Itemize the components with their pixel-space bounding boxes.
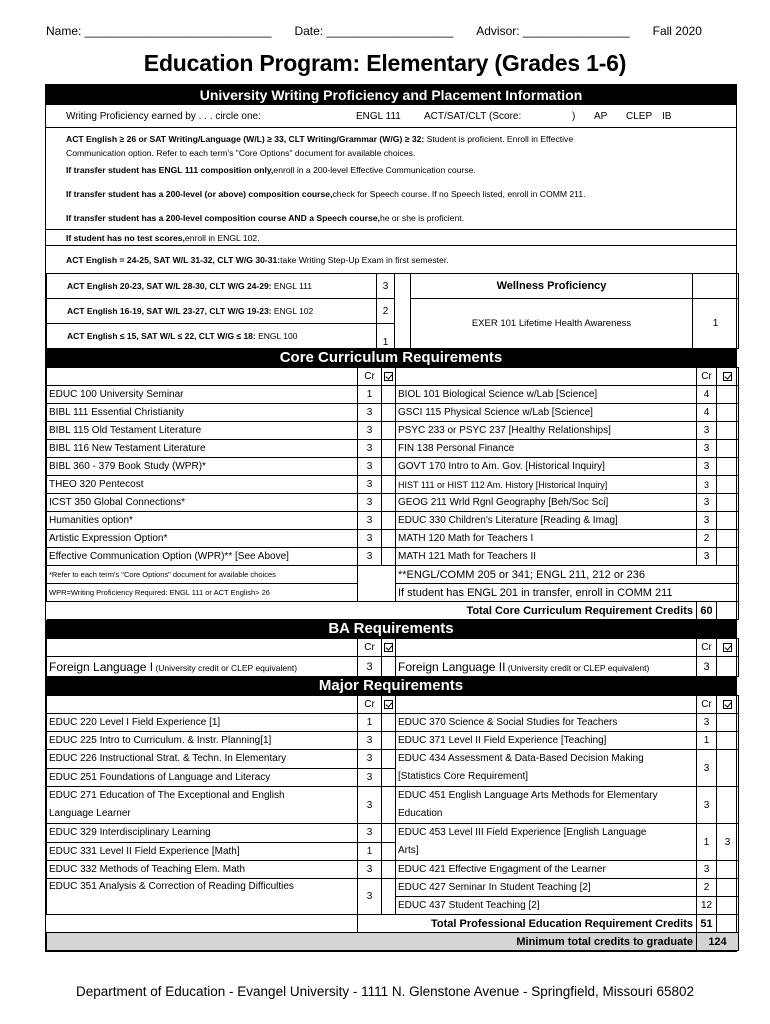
core-cr: 3: [697, 494, 717, 512]
form-header: [46, 24, 710, 38]
core-cr: 3: [358, 494, 382, 512]
check-header-icon: [717, 696, 739, 714]
core-check[interactable]: [382, 548, 396, 566]
major-cr: 3: [358, 750, 382, 769]
ba-section-bar: BA Requirements: [46, 620, 736, 638]
min-total: 124: [697, 933, 739, 951]
core-check[interactable]: [717, 476, 739, 494]
placement-table: [46, 273, 739, 349]
major-cr: 3: [697, 714, 717, 732]
major-table: [46, 695, 739, 951]
core-cr: 4: [697, 386, 717, 404]
core-cr: 3: [358, 476, 382, 494]
core-check[interactable]: [382, 512, 396, 530]
core-course: MATH 121 Math for Teachers II: [396, 548, 697, 566]
core-check[interactable]: [717, 494, 739, 512]
core-check[interactable]: [717, 512, 739, 530]
major-cr: 12: [697, 897, 717, 915]
major-section-bar: Major Requirements: [46, 677, 736, 695]
ba-table: [46, 638, 739, 677]
major-cr: 3: [358, 861, 382, 879]
ba-check[interactable]: [382, 657, 396, 677]
core-cr: 3: [697, 458, 717, 476]
major-cr: 1: [697, 824, 717, 861]
core-course: Effective Communication Option (WPR)** [See Above]: [47, 548, 358, 566]
major-cr: 1: [358, 842, 382, 861]
core-cr: 3: [697, 476, 717, 494]
major-course: EDUC 427 Seminar In Student Teaching [2]: [396, 879, 697, 897]
check-header-icon: [382, 696, 396, 714]
major-cr: 3: [697, 750, 717, 787]
core-check[interactable]: [717, 548, 739, 566]
core-cr: 3: [697, 440, 717, 458]
option-ap[interactable]: AP: [594, 110, 608, 122]
core-table: [46, 367, 739, 620]
advisor-field[interactable]: Advisor: ________________: [476, 24, 630, 38]
core-check[interactable]: [717, 422, 739, 440]
core-note: **ENGL/COMM 205 or 341; ENGL 211, 212 or 236: [396, 566, 739, 584]
major-course: EDUC 332 Methods of Teaching Elem. Math: [47, 861, 358, 879]
major-cr: 1: [697, 732, 717, 750]
writing-rule-engl111: If transfer student has ENGL 111 composition only, enroll in a 200-level Effective Communication course.: [66, 165, 476, 175]
major-course: EDUC 434 Assessment & Data-Based Decision Making [Statistics Core Requirement]: [396, 750, 697, 787]
core-cr: 3: [358, 422, 382, 440]
writing-earned-row: [46, 105, 736, 127]
core-total-label: Total Core Curriculum Requirement Credits: [47, 602, 697, 620]
core-cr: 3: [358, 512, 382, 530]
core-row: [47, 476, 739, 494]
major-cr: 3: [358, 768, 382, 787]
core-row: [47, 530, 739, 548]
wellness-course: EXER 101 Lifetime Health Awareness: [411, 299, 693, 349]
cr-header: Cr: [358, 639, 382, 657]
core-course: GSCI 115 Physical Science w/Lab [Science]: [396, 404, 697, 422]
core-course: Humanities option*: [47, 512, 358, 530]
placement-cr: 3: [377, 274, 395, 299]
core-row: [47, 386, 739, 404]
major-course: EDUC 251 Foundations of Language and Literacy: [47, 768, 358, 787]
major-course: EDUC 220 Level I Field Experience [1]: [47, 714, 358, 732]
major-course: EDUC 370 Science & Social Studies for Teachers: [396, 714, 697, 732]
name-field[interactable]: Name: ____________________________: [46, 24, 272, 38]
core-check[interactable]: [382, 404, 396, 422]
major-cr: 3: [358, 879, 382, 915]
core-cr: 3: [358, 440, 382, 458]
writing-rule-stepup: ACT English = 24-25, SAT W/L 31-32, CLT W/G 30-31: take Writing Step-Up Exam in first semester.: [46, 245, 736, 273]
ba-cr: 3: [358, 657, 382, 677]
core-course: BIBL 115 Old Testament Literature: [47, 422, 358, 440]
core-course: BIBL 116 New Testament Literature: [47, 440, 358, 458]
major-total-label: Total Professional Education Requirement Credits: [358, 915, 697, 933]
core-row: [47, 404, 739, 422]
core-course: ICST 350 Global Connections*: [47, 494, 358, 512]
major-course: EDUC 331 Level II Field Experience [Math]: [47, 842, 358, 861]
core-course: GOVT 170 Intro to Am. Gov. [Historical Inquiry]: [396, 458, 697, 476]
writing-section-bar: University Writing Proficiency and Placement Information: [46, 85, 736, 105]
core-row: [47, 422, 739, 440]
cr-header: Cr: [358, 368, 382, 386]
major-cr: 3: [358, 824, 382, 843]
core-total: 60: [697, 602, 717, 620]
check-header-icon: [717, 368, 739, 386]
core-row: [47, 548, 739, 566]
option-score-close: ): [572, 110, 576, 122]
option-ib[interactable]: IB: [662, 110, 672, 122]
core-check[interactable]: [382, 386, 396, 404]
page-title: Education Program: Elementary (Grades 1-6): [143, 50, 627, 76]
check-header-icon: [382, 639, 396, 657]
option-clep[interactable]: CLEP: [626, 110, 653, 122]
writing-rule-200level: If transfer student has a 200-level (or above) composition course, check for Speech course. If no Speech listed, enroll in COMM 211.: [66, 189, 586, 199]
core-course: PSYC 233 or PSYC 237 [Healthy Relationships]: [396, 422, 697, 440]
core-row: [47, 440, 739, 458]
major-cr: 3: [697, 787, 717, 824]
major-cr: 3: [358, 732, 382, 750]
core-note: If student has ENGL 201 in transfer, enroll in COMM 211: [396, 584, 739, 602]
core-row: [47, 494, 739, 512]
core-cr: 1: [358, 386, 382, 404]
core-course: EDUC 330 Children's Literature [Reading & Imag]: [396, 512, 697, 530]
major-course: EDUC 225 Intro to Curriculum. & Instr. Planning[1]: [47, 732, 358, 750]
core-cr: 3: [697, 548, 717, 566]
placement-row: ACT English 16-19, SAT W/L 23-27, CLT W/G 19-23: ENGL 102: [47, 299, 377, 324]
footer-address: Department of Education - Evangel University - 1111 N. Glenstone Avenue - Springfield, Missouri 65802: [75, 984, 695, 999]
major-course: EDUC 351 Analysis & Correction of Reading Difficulties: [47, 879, 358, 915]
core-row: [47, 512, 739, 530]
wellness-cr: 1: [693, 299, 739, 349]
major-course: EDUC 453 Level III Field Experience [English Language Arts]: [396, 824, 697, 861]
placement-row: ACT English 20-23, SAT W/L 28-30, CLT W/G 24-29: ENGL 111: [47, 274, 377, 299]
option-act-sat-clt[interactable]: ACT/SAT/CLT (Score:: [424, 110, 522, 122]
major-cr: 2: [697, 879, 717, 897]
core-course: MATH 120 Math for Teachers I: [396, 530, 697, 548]
ba-course: Foreign Language I (University credit or CLEP equivalent): [47, 657, 358, 677]
major-course: EDUC 329 Interdisciplinary Learning: [47, 824, 358, 843]
core-course: Artistic Expression Option*: [47, 530, 358, 548]
placement-cr: 1: [377, 324, 395, 349]
placement-row: ACT English ≤ 15, SAT W/L ≤ 22, CLT W/G ≤ 18: ENGL 100: [47, 324, 377, 349]
core-check[interactable]: [382, 458, 396, 476]
major-cr: 3: [717, 824, 739, 861]
cr-header: Cr: [697, 639, 717, 657]
ba-course: Foreign Language II (University credit or CLEP equivalent): [396, 657, 697, 677]
option-engl111[interactable]: ENGL 111: [356, 110, 401, 122]
major-course: EDUC 437 Student Teaching [2]: [396, 897, 697, 915]
check-header-icon: [382, 368, 396, 386]
ba-check[interactable]: [717, 657, 739, 677]
core-course: EDUC 100 University Seminar: [47, 386, 358, 404]
core-check[interactable]: [382, 422, 396, 440]
cr-header: Cr: [358, 696, 382, 714]
core-cr: 2: [697, 530, 717, 548]
min-total-label: Minimum total credits to graduate: [47, 933, 697, 951]
core-course: FIN 138 Personal Finance: [396, 440, 697, 458]
writing-rule-no-scores: If student has no test scores, enroll in ENGL 102.: [46, 229, 736, 245]
core-course: BIOL 101 Biological Science w/Lab [Science]: [396, 386, 697, 404]
term-label: Fall 2020: [652, 24, 702, 38]
earned-label: Writing Proficiency earned by . . . circle one:: [66, 110, 261, 122]
core-cr: 3: [697, 422, 717, 440]
core-course: HIST 111 or HIST 112 Am. History [Historical Inquiry]: [396, 476, 697, 494]
cr-header: Cr: [697, 696, 717, 714]
core-cr: 3: [358, 548, 382, 566]
core-cr: 3: [358, 530, 382, 548]
major-cr: 3: [697, 861, 717, 879]
major-total: 51: [697, 915, 717, 933]
major-course: EDUC 226 Instructional Strat. & Techn. In Elementary: [47, 750, 358, 769]
core-check[interactable]: [717, 386, 739, 404]
core-check[interactable]: [717, 404, 739, 422]
core-check[interactable]: [717, 440, 739, 458]
core-check[interactable]: [717, 530, 739, 548]
cr-header: Cr: [697, 368, 717, 386]
major-course: EDUC 451 English Language Arts Methods for Elementary Education: [396, 787, 697, 824]
core-course: GEOG 211 Wrld Rgnl Geography [Beh/Soc Sci]: [396, 494, 697, 512]
core-row: [47, 458, 739, 476]
major-cr: 3: [358, 787, 382, 824]
writing-rule-speech: If transfer student has a 200-level composition course AND a Speech course, he or she is proficient.: [66, 213, 465, 223]
major-course: EDUC 421 Effective Engagment of the Learner: [396, 861, 697, 879]
core-note: WPR=Writing Proficiency Required: ENGL 111 or ACT English> 26: [47, 584, 358, 602]
major-course: EDUC 271 Education of The Exceptional and English Language Learner: [47, 787, 358, 824]
core-check[interactable]: [382, 476, 396, 494]
core-section-bar: Core Curriculum Requirements: [46, 349, 736, 367]
placement-cr: 2: [377, 299, 395, 324]
core-course: THEO 320 Pentecost: [47, 476, 358, 494]
core-check[interactable]: [382, 494, 396, 512]
major-course: EDUC 371 Level II Field Experience [Teaching]: [396, 732, 697, 750]
core-cr: 3: [358, 458, 382, 476]
core-check[interactable]: [382, 530, 396, 548]
check-header-icon: [717, 639, 739, 657]
program-form: [45, 84, 737, 952]
date-field[interactable]: Date: ___________________: [294, 24, 454, 38]
core-cr: 3: [358, 404, 382, 422]
core-check[interactable]: [717, 458, 739, 476]
core-cr: 3: [697, 512, 717, 530]
wellness-title: Wellness Proficiency: [411, 274, 693, 299]
major-cr: 1: [358, 714, 382, 732]
ba-cr: 3: [697, 657, 717, 677]
core-cr: 4: [697, 404, 717, 422]
core-course: BIBL 360 - 379 Book Study (WPR)*: [47, 458, 358, 476]
writing-rule-proficient: ACT English ≥ 26 or SAT Writing/Language (W/L) ≥ 33, CLT Writing/Grammar (W/G) ≥ 32: Student is proficient. Enroll in Effective Communication option. Refer to each term's "Core Options" document for available choices.: [46, 127, 736, 159]
core-note: *Refer to each term's "Core Options" document for available choices: [47, 566, 358, 584]
core-check[interactable]: [382, 440, 396, 458]
core-course: BIBL 111 Essential Christianity: [47, 404, 358, 422]
